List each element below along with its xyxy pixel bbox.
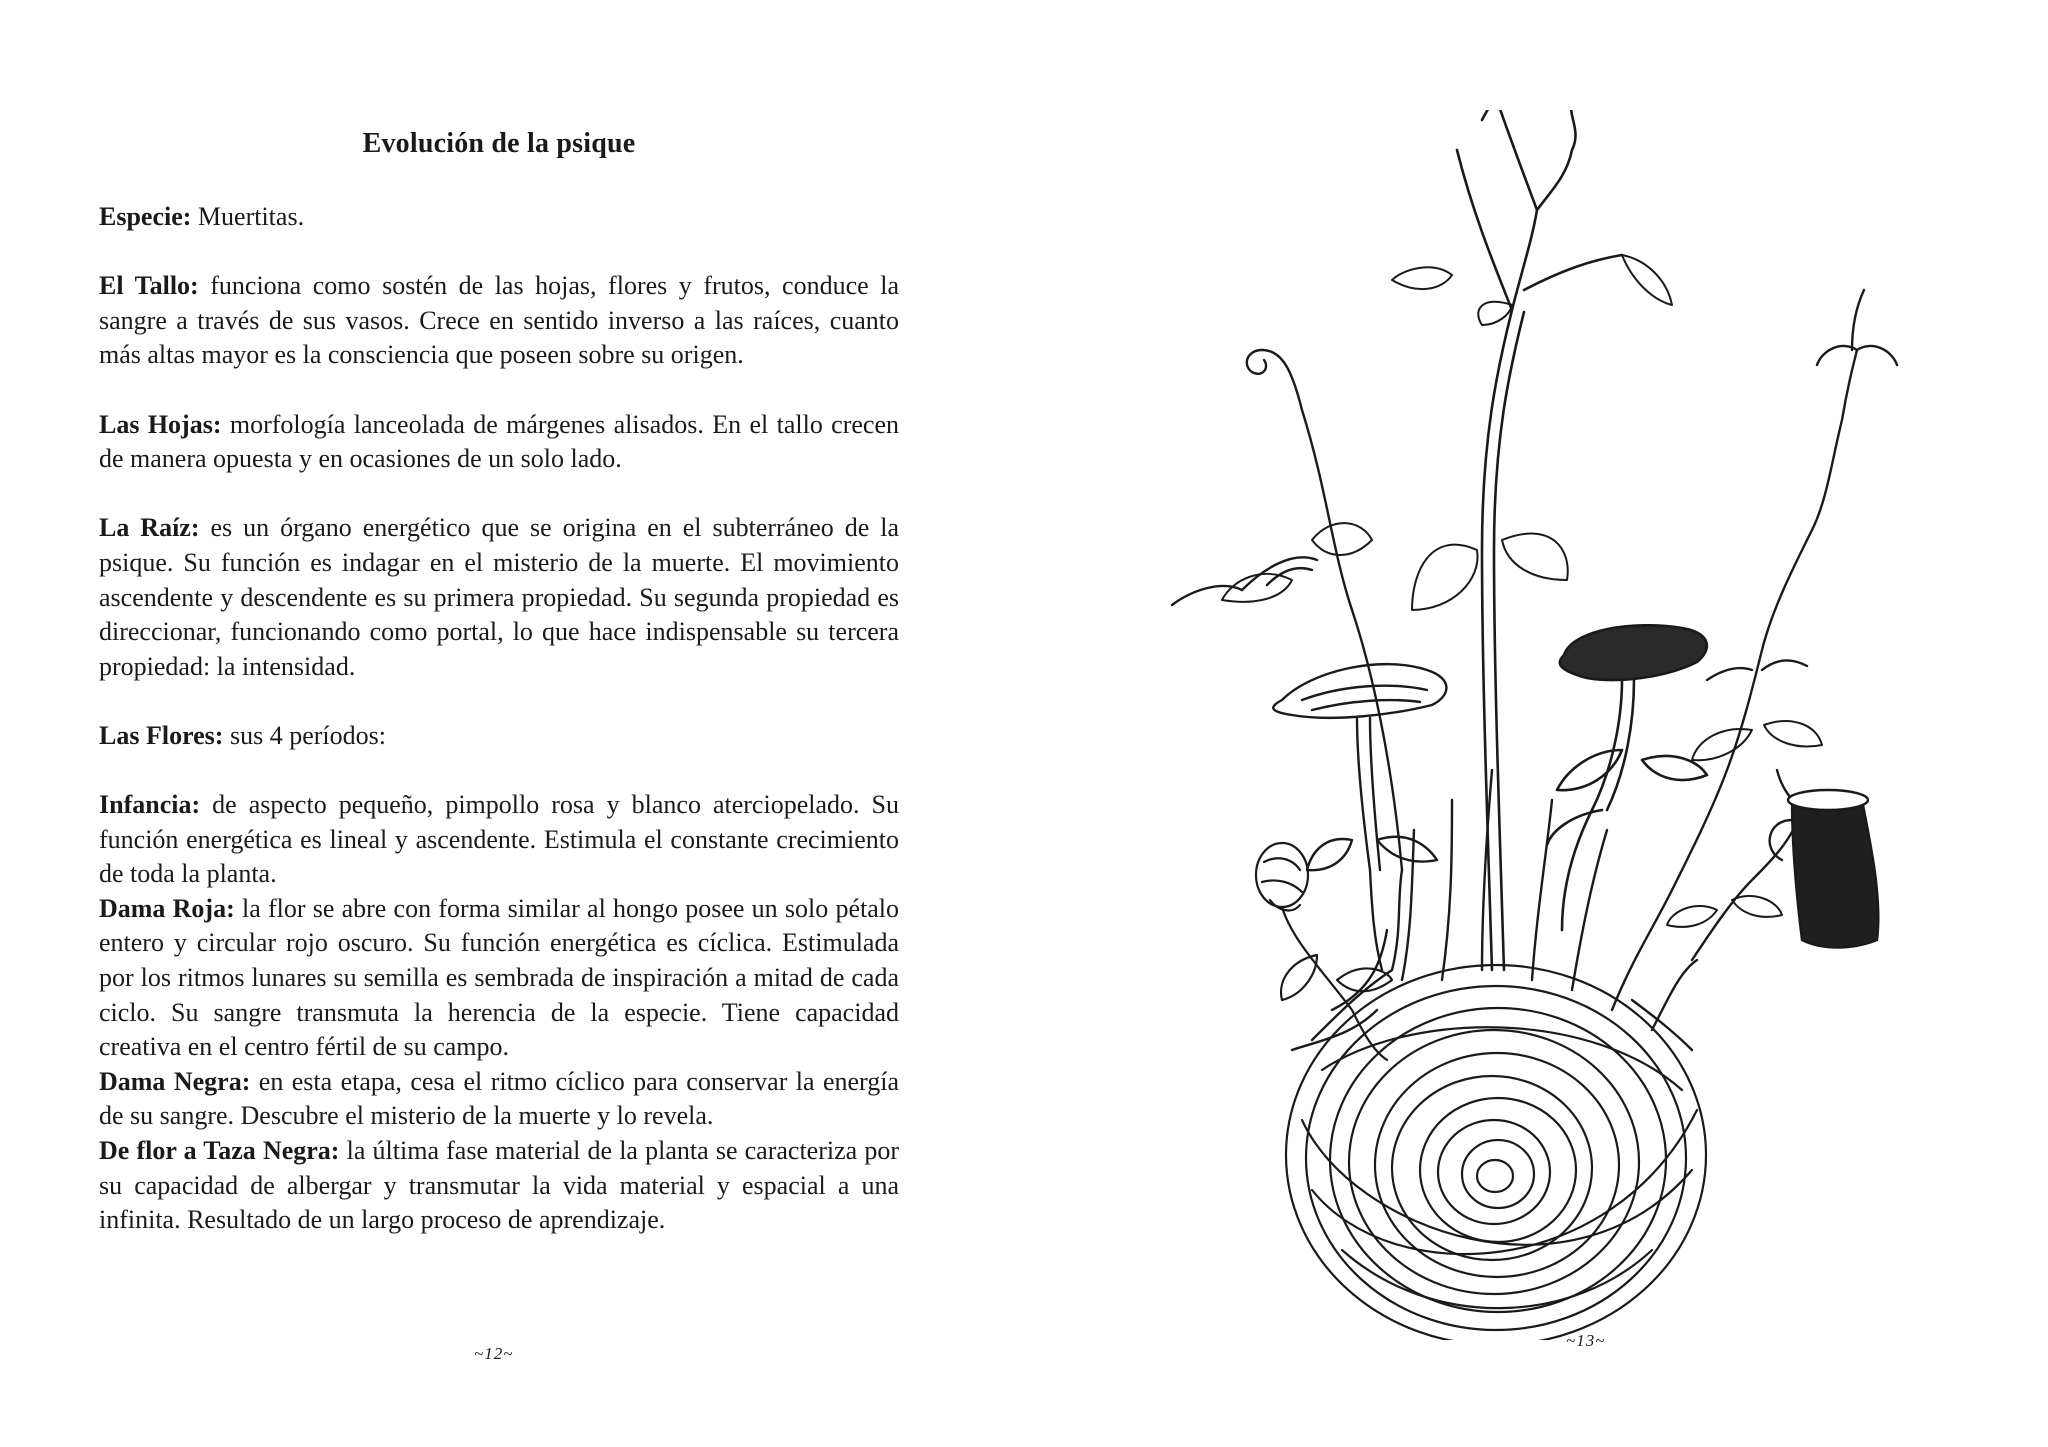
paragraph-infancia [99,788,899,892]
term-label: Las Flores: [99,720,224,750]
paragraph-hojas [99,408,899,477]
paragraph-flores [99,719,899,754]
term-label: De flor a Taza Negra: [99,1136,340,1166]
term-label: Dama Negra: [99,1066,251,1096]
term-text: es un órgano energético que se origina en el subterráneo de la psique. Su función es indagar en el misterio de la muerte. El movimiento ascendente y descendente es su primera propiedad. Su segunda propiedad es direccionar, funcionando como portal, lo que hace indispensable su tercera propiedad: la intensidad. [99,513,899,681]
dama-roja-mushroom [1273,664,1446,970]
term-text: funciona como sostén de las hojas, flores y frutos, conduce la sangre a través de sus vasos. Crece en sentido inverso a las raíces, cuanto más altas mayor es la consciencia que poseen sobre su origen. [99,271,899,370]
root-sphere [1286,965,1706,1340]
paragraph-taza-negra [99,1134,899,1238]
term-label: La Raíz: [99,513,200,543]
paragraph-raiz [99,511,899,684]
term-label: Infancia: [99,790,201,820]
term-text: de aspecto pequeño, pimpollo rosa y blanco aterciopelado. Su función energética es lineal y ascendente. Estimula el constante crecimiento de toda la planta. [99,790,899,889]
term-label: Las Hojas: [99,409,222,439]
term-text: morfología lanceolada de márgenes alisados. En el tallo crecen de manera opuesta y en ocasiones de un solo lado. [99,409,899,474]
body-text [99,200,899,1238]
left-stem [1172,350,1402,870]
term-label: Dama Roja: [99,893,235,923]
term-label: Especie: [99,202,192,231]
cup-stem [1692,770,1802,960]
taza-negra-cup [1770,790,1879,948]
dama-negra-mushroom [1547,625,1707,930]
page-number-right: ~13~ [1566,1331,1606,1350]
ink-plant-illustration [1152,110,2012,1340]
term-text: en esta etapa, cesa el ritmo cíclico para conservar la energía de su sangre. Descubre el misterio de la muerte y lo revela. [99,1066,899,1131]
term-text: sus 4 períodos: [223,720,386,750]
paragraph-tallo [99,269,899,373]
paragraph-dama-negra [99,1065,899,1134]
paragraph-dama-roja [99,892,899,1065]
page-title: Evolución de la psique [362,128,636,159]
term-label: El Tallo: [99,271,199,301]
central-stem [1457,110,1622,970]
stem-leaves [1392,255,1672,610]
term-text: la flor se abre con forma similar al hongo posee un solo pétalo entero y circular rojo oscuro. Su función energética es cíclica. Estimulada por los ritmos lunares su semilla es sembrada de inspiración a mitad de cada ciclo. Su sangre transmuta la herencia de la especie. Tiene capacidad creativa en el centro fértil de su campo. [99,893,899,1062]
page-number-left: ~12~ [474,1344,514,1363]
left-leaves [1222,523,1372,602]
right-page [1024,0,2048,1447]
paragraph-especie [99,200,899,235]
term-text: Muertitas. [191,202,305,231]
term-text: la última fase material de la planta se caracteriza por su capacidad de albergar y transmutar la vida material y espacial a una infinita. Resultado de un largo proceso de aprendizaje. [99,1136,900,1235]
